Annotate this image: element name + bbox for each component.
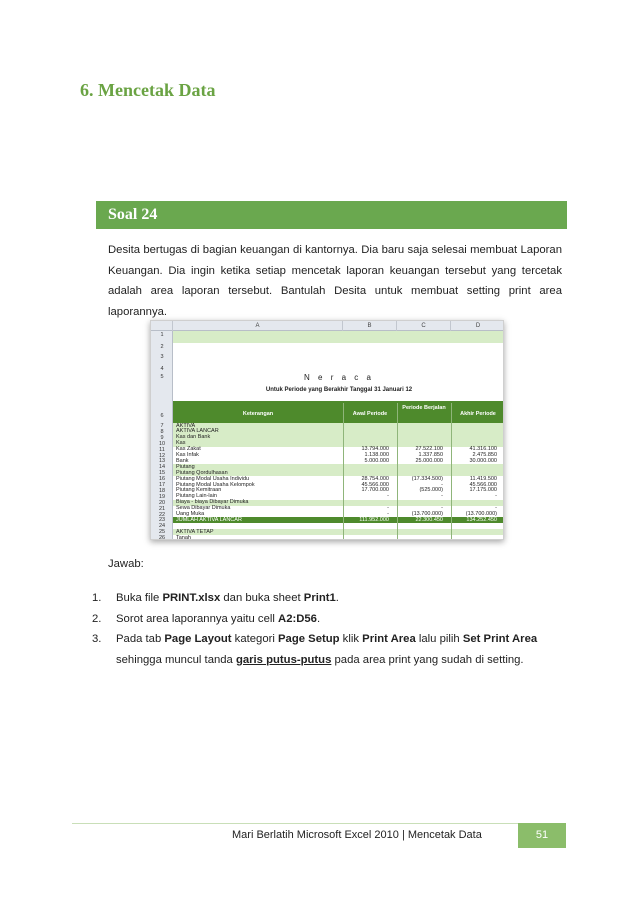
step-text: Sorot area laporannya yaitu cell [116,612,279,625]
problem-paragraph: Desita bertugas di bagian keuangan di kantornya. Dia baru saja selesai membuat Laporan Keuangan. Dia ingin ketika setiap mencetak laporan keuangan tersebut yang tercetak adalah area laporan tersebut. Bantulah Desita untuk membuat setting print area laporannya. [108,244,562,318]
row-number: 5 [160,374,164,380]
header-awal-periode: Awal Periode [352,411,388,417]
row-number: 12 [158,452,166,459]
row-number: 17 [158,482,166,488]
cell-value: - [441,505,443,512]
cell-range: A2:D56 [278,612,317,625]
cell-value: 28.754.000 [361,475,389,482]
cell-label: Tanah [176,534,191,540]
step-text: . [335,592,339,604]
row-number: 23 [158,517,166,524]
cell-label: Uang Muka [176,511,205,517]
step-3 [92,629,562,670]
cell-value: 1.138.000 [364,452,389,458]
cell-label: Kas Infak [176,452,199,458]
cell-value: 45.566.000 [361,481,389,488]
row-number: 16 [158,476,166,483]
file-name: PRINT.xlsx [162,592,221,604]
cell-value: 1.337.850 [418,452,443,458]
sheet-title: N e r a c a [304,373,374,382]
page-number: 51 [518,823,566,848]
cell-value: (13.700.000) [465,511,497,517]
row-number: 19 [158,493,166,500]
cell-label: Kas Zakat [176,446,201,453]
row-number: 10 [158,440,166,447]
sheet-subtitle: Untuk Periode yang Berakhir Tanggal 31 Januari 12 [265,387,413,393]
row-number: 13 [158,458,166,465]
soal-header: Soal 24 [96,201,567,229]
cell-label: Biaya - biaya Dibayar Dimuka [176,499,249,506]
column-header-a: A [173,321,343,331]
cell-value: 30.000.000 [469,457,497,464]
sheet-name: Print1 [303,592,336,604]
cell-label: AKTIVA [176,422,196,429]
column-headers [151,321,504,331]
step-text: Buka file [116,592,163,604]
header-akhir-periode: Akhir Periode [460,411,496,417]
row-headers [151,331,173,540]
step-text: klik [339,633,363,645]
cell-value: 13.794.000 [361,446,389,453]
steps-list [92,588,562,670]
row-number: 8 [160,428,164,435]
cell-value: (13.700.000) [411,511,443,517]
spreadsheet-image [150,320,504,540]
step-text: kategori [231,633,279,645]
row-number: 26 [158,535,166,540]
footer-divider [72,823,566,824]
cell-value: 17.700.000 [361,487,389,494]
header-periode-berjalan: Periode Berjalan [402,405,446,411]
row-number: 18 [158,487,166,494]
row-number: 22 [158,511,166,518]
cell-label: Piutang Lain-lain [176,493,217,500]
cell-value: - [495,493,497,500]
cell-label: Piutang Modal Usaha Individu [176,475,250,482]
cell-value: (525.000) [419,487,443,494]
sheet-grid [173,331,504,540]
cell-value: 11.419.500 [469,475,497,482]
column-header-d: D [475,323,481,329]
row-number: 4 [160,366,164,372]
step-text: sehingga muncul tanda [116,653,236,666]
cell-value: - [387,493,389,500]
cell-value: - [387,505,389,512]
step-number: 2. [92,612,102,625]
jawab-label: Jawab: [108,558,144,570]
command-name: Print Area [362,633,416,645]
cell-value: - [441,493,443,500]
step-1 [92,588,562,609]
cell-value: (17.334.500) [411,475,443,482]
step-text: . [316,612,321,625]
cell-value: 41.316.100 [469,446,497,453]
footer-text: Mari Berlatih Microsoft Excel 2010 | Mencetak Data [232,829,482,841]
cell-label: Piutang Modal Usaha Kelompok [176,481,255,488]
cell-label: AKTIVA TETAP [176,528,214,535]
row-number: 20 [158,499,166,506]
row-number: 21 [158,505,166,512]
row-number: 7 [160,423,164,429]
tab-name: Page Layout [164,633,232,645]
row-number: 25 [158,529,166,536]
cell-value: 25.000.000 [415,457,443,464]
cell-value: - [495,505,497,512]
cell-label: Kas [176,440,186,447]
cell-value: 22.300.450 [415,516,443,523]
cell-value: - [387,511,389,517]
cell-value: 2.475.850 [472,452,497,458]
cell-label: Sewa Dibayar Dimuka [176,505,231,512]
option-name: Set Print Area [462,633,538,645]
dashed-line-term: garis putus-putus [235,653,332,666]
step-text: Pada tab [116,633,165,645]
cell-label: Bank [176,457,189,464]
cell-value: 134.252.450 [466,516,497,523]
step-text: lalu pilih [415,633,463,645]
row-number: 6 [160,413,164,419]
category-name: Page Setup [278,633,340,645]
step-number: 3. [92,633,102,645]
section-title: 6. Mencetak Data [80,80,216,100]
row-number: 14 [158,464,166,471]
column-header-b: B [343,321,397,331]
cell-label: AKTIVA LANCAR [176,428,219,435]
row-number: 15 [158,470,166,477]
row-number: 24 [158,523,166,530]
step-text: pada area print yang sudah di setting. [331,653,524,666]
header-keterangan: Keterangan [242,411,274,417]
cell-value: 17.175.000 [469,487,497,494]
column-header-c: C [397,321,451,331]
cell-label: Piutang [176,463,195,470]
row-number: 1 [160,332,164,338]
step-text: dan buka sheet [220,592,304,604]
step-number: 1. [92,592,102,604]
cell-label: Kas dan Bank [176,434,211,441]
row-number: 3 [160,354,164,360]
cell-label: Piutang Kemitraan [176,487,222,494]
step-2 [92,609,562,630]
cell-label: JUMLAH AKTIVA LANCAR [176,516,242,523]
cell-value: 27.522.100 [415,446,443,453]
row-number: 2 [160,344,164,350]
row-number: 9 [160,434,164,441]
cell-value: - [441,481,443,488]
row-number: 11 [159,446,165,453]
cell-value: 5.000.000 [364,457,389,464]
cell-value: 111.952.000 [359,516,389,523]
cell-label: Piutang Qordulhasan [176,469,228,476]
cell-value: 45.566.000 [469,481,497,488]
